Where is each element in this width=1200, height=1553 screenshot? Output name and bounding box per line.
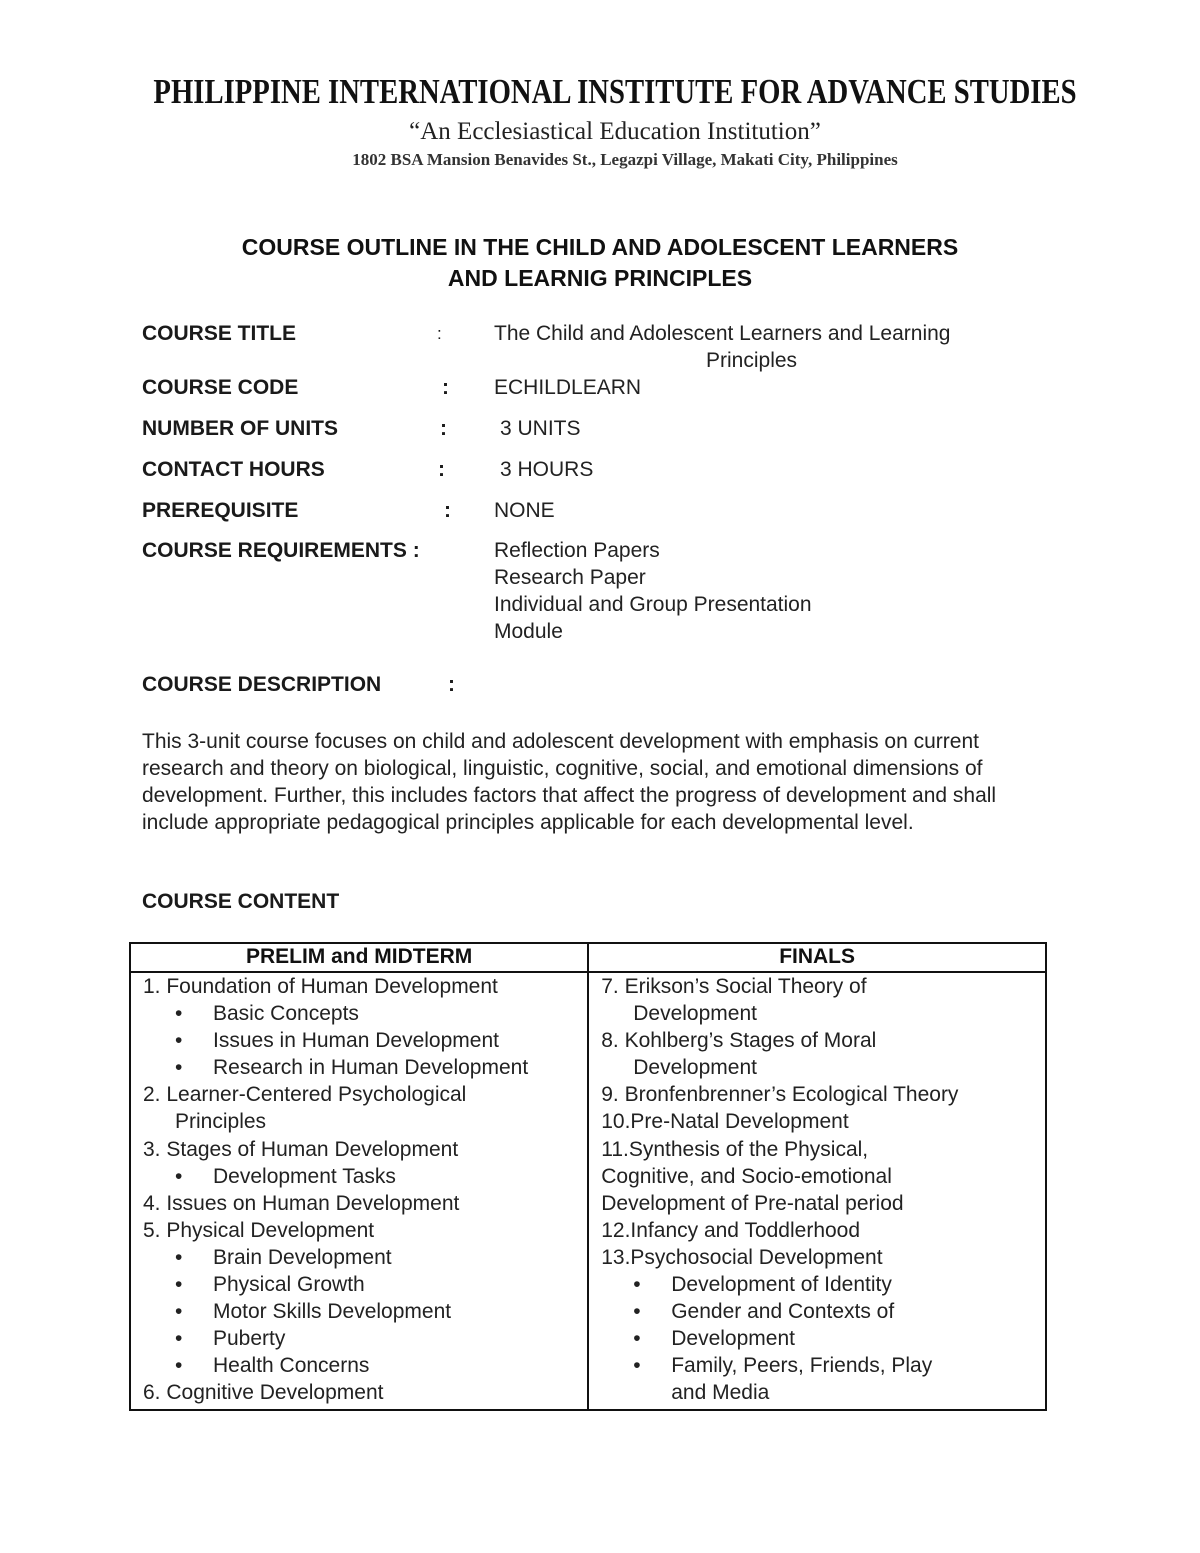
bullet-item <box>601 1298 1035 1325</box>
field-value: 3 UNITS <box>500 417 581 440</box>
field-value-line-2: Principles <box>706 349 798 372</box>
column-header-finals: FINALS <box>588 943 1046 972</box>
field-colon: : <box>437 324 442 343</box>
list-item: 3. Stages of Human Development <box>143 1137 459 1161</box>
bullet-text: Basic Concepts <box>213 1002 359 1026</box>
prelim-midterm-cell <box>130 972 588 1410</box>
bullet-text: Brain Development <box>213 1245 392 1269</box>
table-header-row <box>130 943 1046 972</box>
bullet-icon: • <box>633 1327 641 1351</box>
field-colon: : <box>438 458 445 481</box>
field-label: COURSE TITLE <box>142 322 297 345</box>
list-item: 9. Bronfenbrenner’s Ecological Theory <box>601 1083 959 1107</box>
bullet-item <box>143 1244 577 1271</box>
requirement-item: Individual and Group Presentation <box>494 593 812 616</box>
bullet-item <box>601 1325 1035 1352</box>
bullet-icon: • <box>175 1327 183 1351</box>
bullet-item <box>601 1352 1035 1379</box>
field-colon: : <box>440 417 447 440</box>
column-header-prelim-midterm: PRELIM and MIDTERM <box>130 943 588 972</box>
bullet-icon: • <box>175 1273 183 1297</box>
bullet-text: Physical Growth <box>213 1273 365 1297</box>
bullet-item <box>143 1027 577 1054</box>
list-item: 12.Infancy and Toddlerhood <box>601 1218 861 1242</box>
course-content-heading: COURSE CONTENT <box>142 890 340 913</box>
field-colon: : <box>442 376 449 399</box>
course-description-heading <box>142 673 455 697</box>
field-colon: : <box>444 499 451 522</box>
bullet-item <box>143 1325 577 1352</box>
section-label: COURSE DESCRIPTION <box>142 673 382 696</box>
list-item: 4. Issues on Human Development <box>143 1191 460 1215</box>
bullet-icon: • <box>633 1273 641 1297</box>
list-item: 7. Erikson’s Social Theory of <box>601 975 867 998</box>
section-colon: : <box>448 673 455 696</box>
list-item: 5. Physical Development <box>143 1218 375 1242</box>
field-value: ECHILDLEARN <box>494 376 642 399</box>
field-label: PREREQUISITE <box>142 499 299 522</box>
field-value <box>494 320 950 374</box>
bullet-text: Health Concerns <box>213 1354 370 1378</box>
bullet-icon: • <box>175 1300 183 1324</box>
bullet-text: Puberty <box>213 1327 286 1351</box>
institute-name: PHILIPPINE INTERNATIONAL INSTITUTE FOR ADVANCE STUDIES <box>153 72 1077 111</box>
bullet-text: Gender and Contexts of <box>671 1300 895 1324</box>
list-item-continuation: Principles <box>175 1110 267 1134</box>
bullet-icon: • <box>175 1056 183 1080</box>
list-item: 11.Synthesis of the Physical, <box>601 1137 869 1161</box>
list-item: 6. Cognitive Development <box>143 1381 384 1405</box>
document-title-line-1: COURSE OUTLINE IN THE CHILD AND ADOLESCENT LEARNERS <box>241 234 959 260</box>
course-content-table <box>129 942 1047 1411</box>
bullet-item <box>143 1271 577 1298</box>
bullet-icon: • <box>175 1164 183 1188</box>
list-item: 10.Pre-Natal Development <box>601 1110 849 1134</box>
bullet-item <box>601 1271 1035 1298</box>
field-value: NONE <box>494 499 555 522</box>
bullet-text: Issues in Human Development <box>213 1029 499 1053</box>
bullet-icon: • <box>633 1354 641 1378</box>
bullet-item-continuation: and Media <box>671 1381 770 1405</box>
list-item-continuation: Cognitive, and Socio-emotional <box>601 1164 892 1188</box>
bullet-text: Development Tasks <box>213 1164 396 1188</box>
list-item: 13.Psychosocial Development <box>601 1245 883 1269</box>
list-item-continuation: Development of Pre-natal period <box>601 1191 904 1215</box>
bullet-item <box>143 1054 577 1081</box>
field-value: 3 HOURS <box>500 458 594 481</box>
bullet-text: Family, Peers, Friends, Play <box>671 1354 933 1378</box>
bullet-icon: • <box>175 1002 183 1026</box>
document-title <box>0 232 1200 294</box>
institute-address: 1802 BSA Mansion Benavides St., Legazpi Village, Makati City, Philippines <box>352 150 898 169</box>
bullet-item <box>143 1163 577 1190</box>
bullet-text: Development <box>671 1327 795 1351</box>
table-row <box>130 972 1046 1410</box>
list-item: 1. Foundation of Human Development <box>143 975 498 998</box>
institute-tagline: “An Ecclesiastical Education Institution” <box>409 118 821 145</box>
field-label: NUMBER OF UNITS <box>142 417 338 440</box>
field-label: COURSE CODE <box>142 376 299 399</box>
bullet-text: Development of Identity <box>671 1273 892 1297</box>
field-label: CONTACT HOURS <box>142 458 325 481</box>
requirement-item: Reflection Papers <box>494 539 660 562</box>
field-value-line-1: The Child and Adolescent Learners and Learning <box>494 322 951 345</box>
bullet-icon: • <box>175 1354 183 1378</box>
bullet-text: Research in Human Development <box>213 1056 529 1080</box>
bullet-item <box>143 1000 577 1027</box>
bullet-item <box>143 1298 577 1325</box>
list-item-continuation: Development <box>633 1056 757 1080</box>
bullet-icon: • <box>175 1029 183 1053</box>
document-title-line-2: AND LEARNIG PRINCIPLES <box>447 265 753 291</box>
bullet-item <box>143 1352 577 1379</box>
list-item: 2. Learner-Centered Psychological <box>143 1083 467 1107</box>
field-label: COURSE REQUIREMENTS : <box>142 539 420 562</box>
list-item-continuation: Development <box>633 1002 757 1026</box>
bullet-text: Motor Skills Development <box>213 1300 452 1324</box>
requirement-item: Module <box>494 620 563 643</box>
bullet-icon: • <box>175 1245 183 1269</box>
requirements-list <box>494 537 812 645</box>
bullet-icon: • <box>633 1300 641 1324</box>
course-description-text: This 3-unit course focuses on child and adolescent development with emphasis on current research and theory on biological, linguistic, cognitive, social, and emotional dimensions of development. Further, this includes factors that affect the progress of development and shall include appropriate pedagogical principles applicable for each developmental level. <box>142 730 997 834</box>
finals-cell <box>588 972 1046 1410</box>
list-item: 8. Kohlberg’s Stages of Moral <box>601 1029 877 1053</box>
requirement-item: Research Paper <box>494 566 646 589</box>
